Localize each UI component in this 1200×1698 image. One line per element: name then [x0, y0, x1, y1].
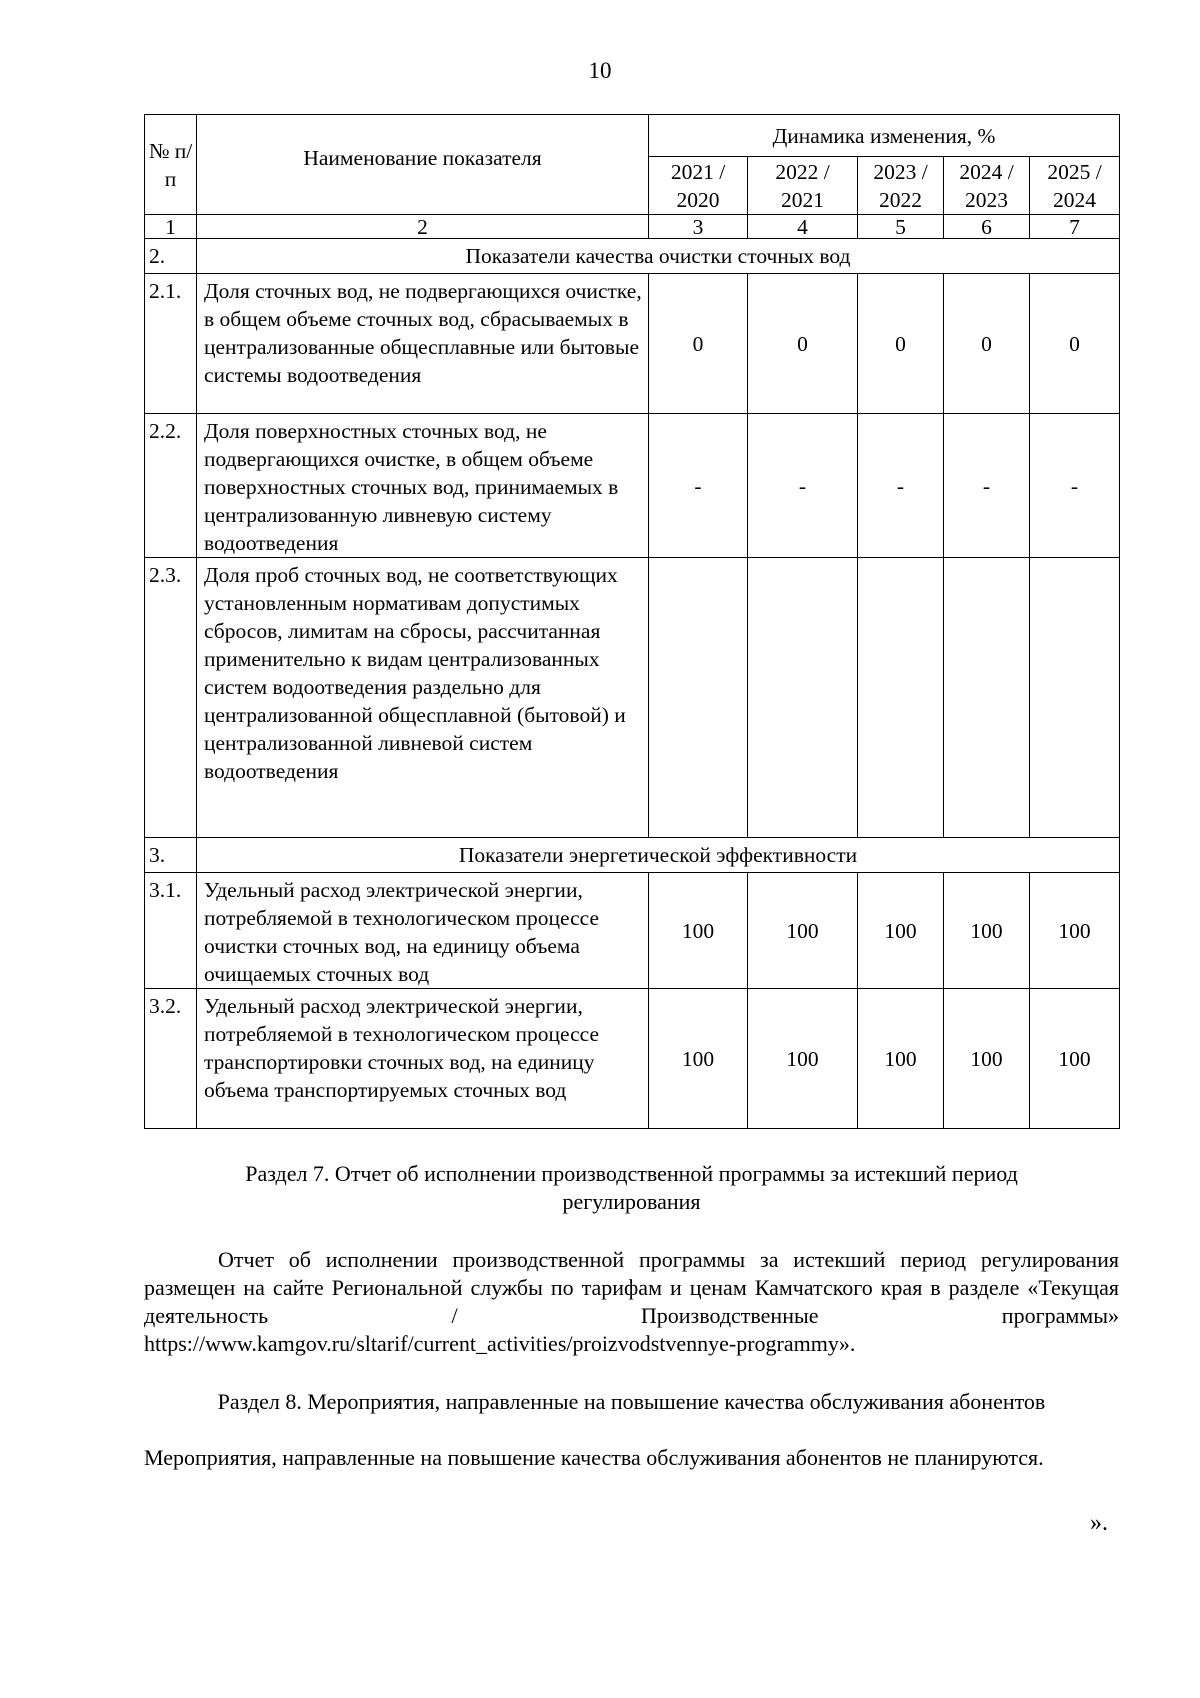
table-row [145, 873, 1120, 989]
row-value: 100 [944, 989, 1030, 1129]
table-row [145, 558, 1120, 838]
row-value: - [748, 414, 858, 558]
column-number: 1 [145, 215, 197, 239]
section-title: Показатели качества очистки сточных вод [197, 239, 1120, 274]
column-number-row [145, 215, 1120, 239]
header-period: 2022 / 2021 [748, 157, 858, 215]
section-num: 2. [145, 239, 197, 274]
column-number: 2 [197, 215, 649, 239]
row-name: Доля поверхностных сточных вод, не подвергающихся очистке, в общем объеме поверхностных сточных вод, принимаемых в централизованную ливневую систему водоотведения [197, 414, 649, 558]
row-name: Удельный расход электрической энергии, потребляемой в технологическом процессе очистки сточных вод, на единицу объема очищаемых сточных вод [197, 873, 649, 989]
closing-quote-mark: ». [1090, 1510, 1108, 1536]
row-value [858, 558, 944, 838]
row-value: 100 [748, 873, 858, 989]
row-value [649, 558, 748, 838]
row-value: 100 [944, 873, 1030, 989]
row-value: - [858, 414, 944, 558]
header-period: 2021 / 2020 [649, 157, 748, 215]
row-value: 0 [858, 274, 944, 414]
section-row [145, 838, 1120, 873]
header-period: 2025 / 2024 [1030, 157, 1120, 215]
row-value: 100 [858, 873, 944, 989]
row-value [1030, 558, 1120, 838]
header-name: Наименование показателя [197, 115, 649, 215]
row-num: 2.2. [145, 414, 197, 558]
column-number: 4 [748, 215, 858, 239]
section-title: Показатели энергетической эффективности [197, 838, 1120, 873]
row-value: - [649, 414, 748, 558]
table-row [145, 989, 1120, 1129]
header-num: № п/п [145, 115, 197, 215]
row-value [748, 558, 858, 838]
row-value: 100 [858, 989, 944, 1129]
row-value: 100 [1030, 873, 1120, 989]
table-row [145, 274, 1120, 414]
row-value: 100 [649, 873, 748, 989]
row-num: 3.1. [145, 873, 197, 989]
section8-title: Раздел 8. Мероприятия, направленные на повышение качества обслуживания абонентов [217, 1389, 1046, 1414]
row-value: 100 [649, 989, 748, 1129]
row-value: 100 [748, 989, 858, 1129]
section-row [145, 239, 1120, 274]
header-dynamics: Динамика изменения, % [649, 115, 1120, 157]
section8-body: Мероприятия, направленные на повышение качества обслуживания абонентов не планируются. [144, 1445, 1044, 1470]
table-row [145, 414, 1120, 558]
row-name: Доля сточных вод, не подвергающихся очистке, в общем объеме сточных вод, сбрасываемых в централизованные общесплавные или бытовые системы водоотведения [197, 274, 649, 414]
row-num: 3.2. [145, 989, 197, 1129]
row-value [944, 558, 1030, 838]
column-number: 6 [944, 215, 1030, 239]
row-value: - [1030, 414, 1120, 558]
row-num: 2.1. [145, 274, 197, 414]
section-num: 3. [145, 838, 197, 873]
section7-body: Отчет об исполнении производственной программы за истекший период регулирования размещен на сайте Региональной службы по тарифам и ценам Камчатского края в разделе «Текущая деятельность / Производственные программы» https://www.kamgov.ru/sltarif/current_activities/proizvodstvennye-programmy». [144, 1247, 1119, 1356]
row-value: 0 [944, 274, 1030, 414]
section7-title: Раздел 7. Отчет об исполнении производственной программы за истекший период регулирования [245, 1161, 1018, 1214]
row-value: 0 [649, 274, 748, 414]
row-value: 0 [748, 274, 858, 414]
row-name: Удельный расход электрической энергии, потребляемой в технологическом процессе транспортировки сточных вод, на единицу объема транспортируемых сточных вод [197, 989, 649, 1129]
column-number: 3 [649, 215, 748, 239]
row-num: 2.3. [145, 558, 197, 838]
row-value: 100 [1030, 989, 1120, 1129]
header-period: 2023 / 2022 [858, 157, 944, 215]
column-number: 7 [1030, 215, 1120, 239]
page-number: 10 [588, 58, 612, 83]
row-value: - [944, 414, 1030, 558]
table-header-row [145, 115, 1120, 157]
header-period: 2024 / 2023 [944, 157, 1030, 215]
column-number: 5 [858, 215, 944, 239]
indicators-table [144, 114, 1120, 1129]
row-name: Доля проб сточных вод, не соответствующих установленным нормативам допустимых сбросов, лимитам на сбросы, рассчитанная применительно к видам централизованных систем водоотведения раздельно для централизованной общесплавной (бытовой) и централизованной ливневой систем водоотведения [197, 558, 649, 838]
row-value: 0 [1030, 274, 1120, 414]
